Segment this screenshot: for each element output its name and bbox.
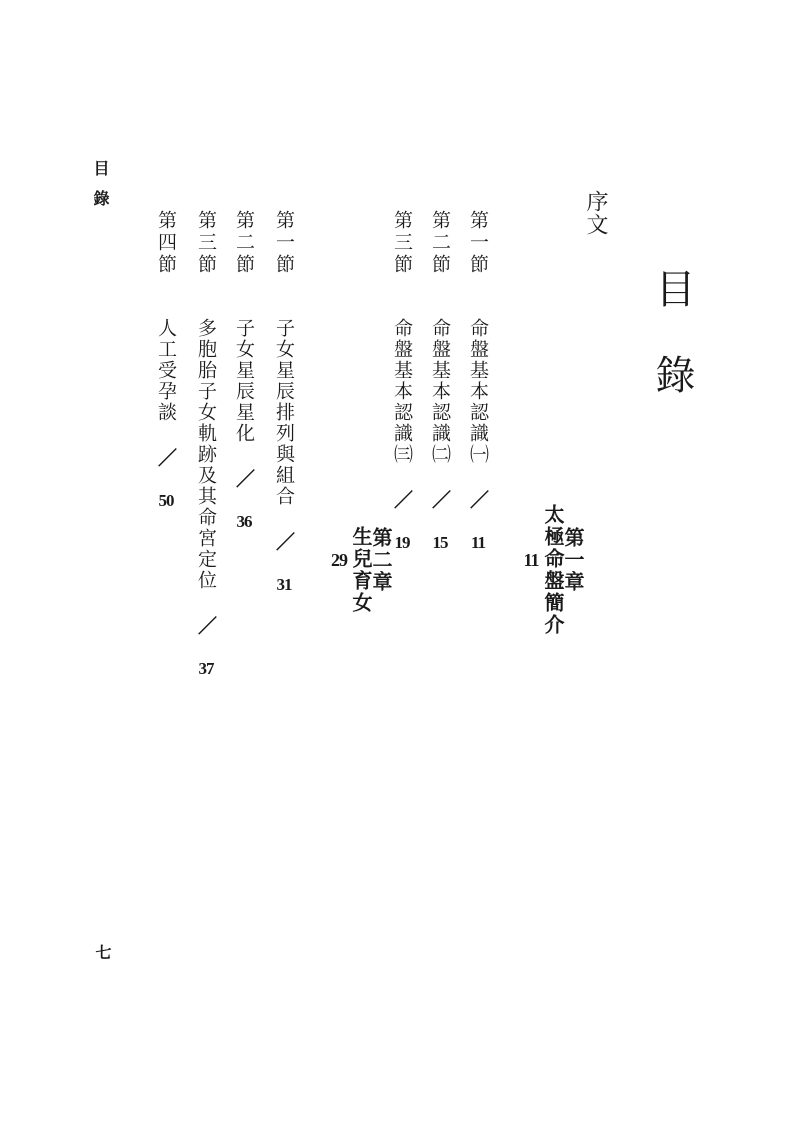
separator: ／ (233, 469, 255, 488)
section-title: 命盤基本認識㈡ (429, 318, 451, 465)
chapter-title: 太極命盤簡介 (541, 504, 565, 636)
section-title: 命盤基本認識㈢ (391, 318, 413, 465)
section-number: 第四節 (155, 210, 177, 276)
toc-chapter-1[interactable] (522, 190, 583, 930)
section-title: 人工受孕談 (155, 318, 177, 423)
section-number: 第二節 (233, 210, 255, 276)
section-title: 命盤基本認識㈠ (467, 318, 489, 465)
section-number: 第一節 (467, 210, 489, 276)
toc-preface[interactable]: 序文 (583, 190, 608, 236)
toc-chapter-2[interactable] (330, 190, 391, 930)
chapter-page-number: 11 (523, 550, 539, 570)
section-title: 子女星辰星化 (233, 318, 255, 444)
section-page-number: 19 (394, 533, 410, 552)
section-number: 第三節 (195, 210, 217, 276)
chapter-number: 第二章 (369, 527, 393, 593)
toc-section[interactable] (468, 210, 487, 551)
section-page-number: 11 (470, 533, 486, 552)
chapter-number: 第一章 (561, 527, 585, 593)
chapter-page (522, 551, 540, 569)
section-number: 第一節 (273, 210, 295, 276)
page-title: 目錄 (649, 268, 695, 440)
separator: ／ (467, 490, 489, 509)
section-page-number: 36 (236, 512, 252, 531)
section-page-number: 31 (276, 575, 292, 594)
section-number: 第三節 (391, 210, 413, 276)
separator: ／ (429, 490, 451, 509)
separator: ／ (273, 532, 295, 551)
chapter-page (330, 551, 348, 569)
separator: ／ (155, 448, 177, 467)
toc-section[interactable] (430, 210, 449, 551)
section-page-number: 37 (198, 659, 214, 678)
section-title: 多胞胎子女軌跡及其命宮定位 (195, 318, 217, 591)
running-head: 目錄 (91, 160, 110, 220)
toc-section[interactable] (196, 210, 215, 677)
chapter-page-number: 29 (331, 550, 347, 570)
folio: 七 (93, 944, 112, 960)
chapter-title: 生兒育女 (349, 526, 373, 614)
toc-section[interactable] (274, 210, 293, 593)
section-title: 子女星辰排列與組合 (273, 318, 295, 507)
toc-section[interactable] (234, 210, 253, 530)
separator: ／ (391, 490, 413, 509)
section-page-number: 15 (432, 533, 448, 552)
separator: ／ (195, 616, 217, 635)
toc-section[interactable] (392, 210, 411, 551)
toc-section[interactable] (156, 210, 175, 509)
section-number: 第二節 (429, 210, 451, 276)
section-page-number: 50 (158, 491, 174, 510)
